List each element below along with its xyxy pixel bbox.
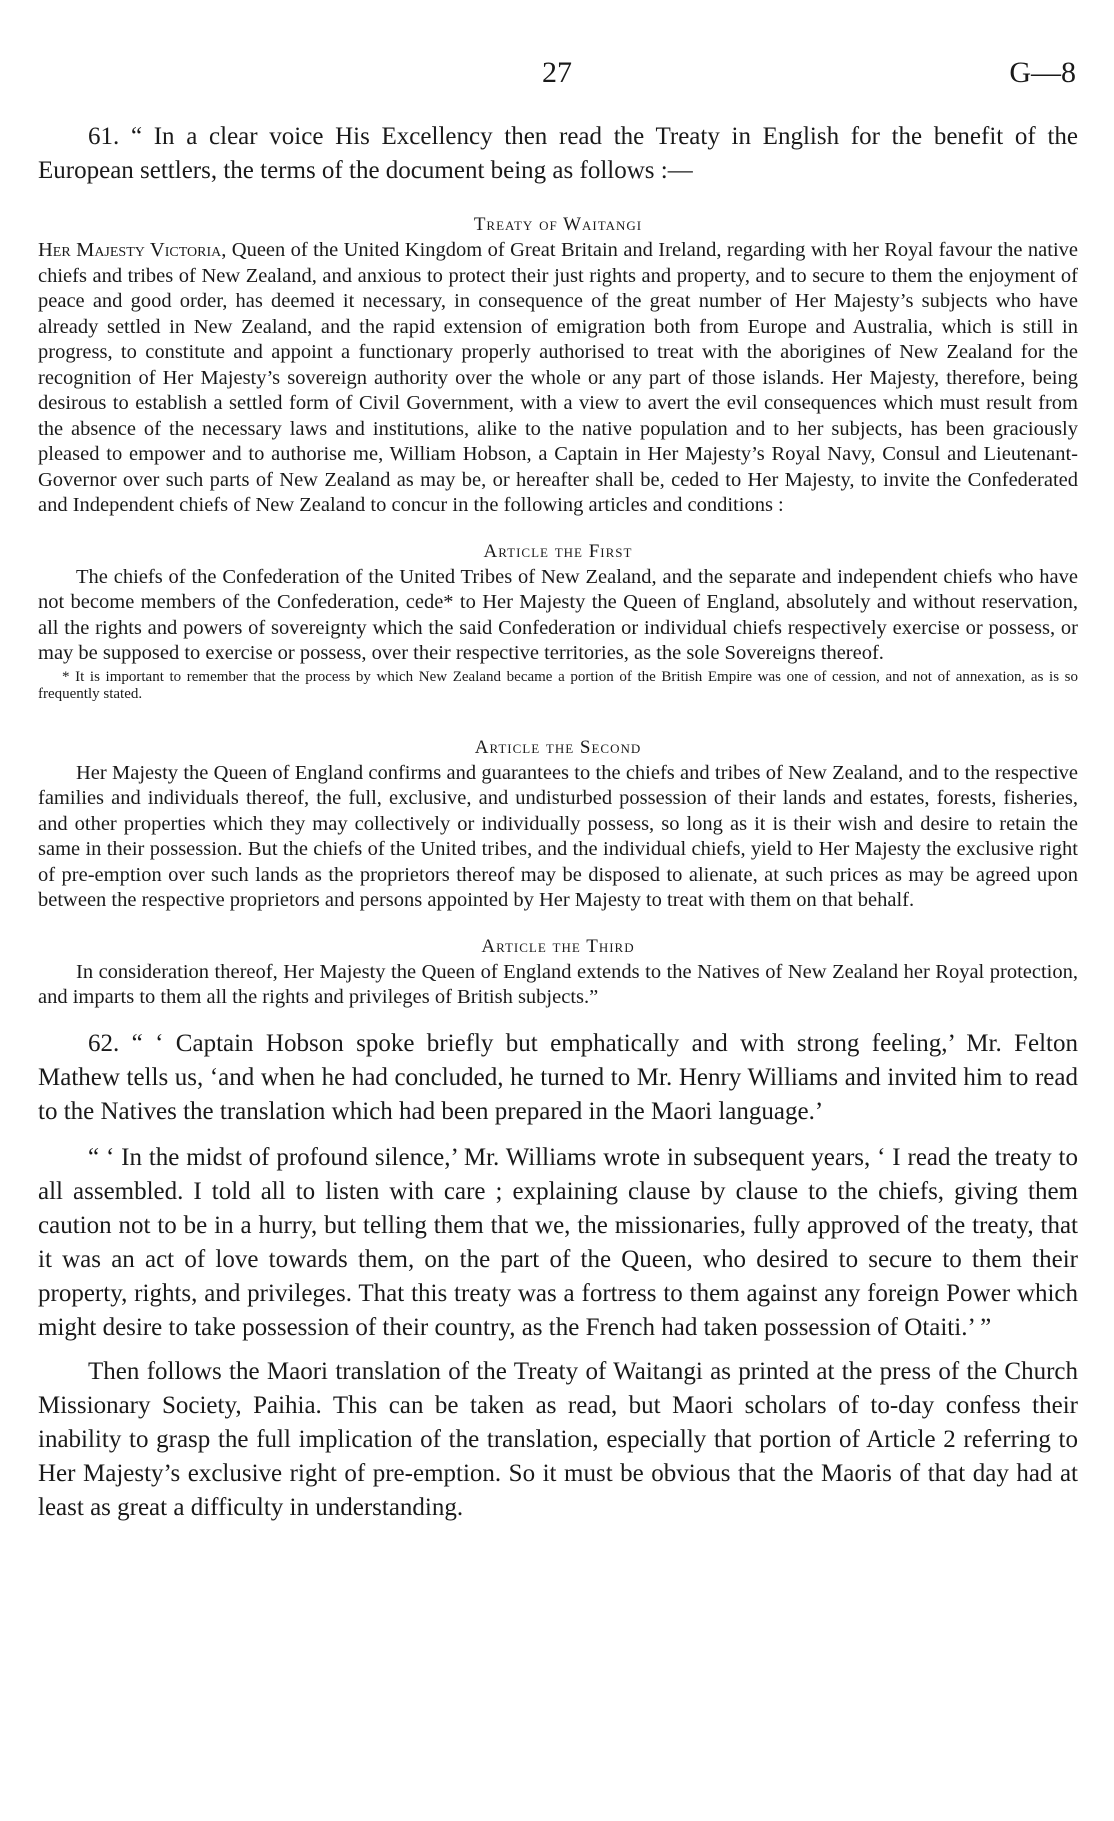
article-first-text: The chiefs of the Confederation of the United Tribes of New Zealand, and the separate and independent chiefs who have not become members of the Confederation, cede* to Her Majesty the Queen of England, absolutely and without reservation, all the rights and powers of sovereignty which the said Confederation or individual chiefs respectively exercise or possess, or may be supposed to exercise or possess, over their respective territories, as the sole Sovereigns thereof. (38, 565, 1078, 664)
paragraph-62-maori-translation: Then follows the Maori translation of the Treaty of Waitangi as printed at the press of the Church Missionary Society, Paihia. This can be taken as read, but Maori scholars of to-day confess their inability to grasp the full implication of the translation, especially that portion of Article 2 referring to Her Majesty’s exclusive right of pre-emption. So it must be obvious that the Maoris of that day had at least as great a difficulty in understanding. (38, 1357, 1078, 1521)
treaty-heading: Treaty of Waitangi (473, 214, 643, 235)
article-third-text: In consideration thereof, Her Majesty the Queen of England extends to the Natives of New Zealand her Royal protection, and imparts to them all the rights and privileges of British subjects.” (38, 960, 1078, 1008)
footnote: * It is important to remember that the process by which New Zealand became a portion of the British Empire was one of cession, and not of annexation, as is so frequently stated. (38, 668, 1078, 702)
article-third-heading: Article the Third (481, 935, 635, 957)
document-reference: G—8 (1009, 56, 1076, 89)
page-header (38, 56, 1076, 96)
preamble-text: Queen of the United Kingdom of Great Britain and Ireland, regarding with her Royal favour the native chiefs and tribes of New Zealand, and anxious to protect their just rights and property, and to secure to them the enjoyment of peace and good order, has deemed it necessary, in consequence of the great number of Her Majesty’s subjects who have already settled in New Zealand, and the rapid extension of emigration both from Europe and Australia, which is still in progress, to constitute and appoint a functionary properly authorised to treat with the aborigines of New Zealand for the recognition of Her Majesty’s sovereign authority over the whole or any part of those islands. Her Majesty, therefore, being desirous to establish a settled form of Civil Government, with a view to avert the evil consequences which must result from the absence of the necessary laws and institutions, alike to the native population and to her subjects, has been graciously pleased to empower and to authorise me, William Hobson, a Captain in Her Majesty’s Royal Navy, Consul and Lieutenant-Governor over such parts of New Zealand as may be, or hereafter shall be, ceded to Her Majesty, to invite the Confederated and Independent chiefs of New Zealand to concur in the following articles and conditions : (38, 239, 1079, 516)
preamble-lead: Her Majesty Victoria, (38, 239, 227, 261)
paragraph-61: 61. “ In a clear voice His Excellency then read the Treaty in English for the benefit of the European settlers, the terms of the document being as follows :— (38, 123, 1078, 184)
article-second-heading: Article the Second (474, 736, 642, 758)
paragraph-62-williams-quote: “ ‘ In the midst of profound silence,’ Mr. Williams wrote in subsequent years, ‘ I read the treaty to all assembled. I told all to listen with care ; explaining clause by clause to the chiefs, giving them caution not to be in a hurry, but telling them that we, the missionaries, fully approved of the treaty, that it was an act of love towards them, on the part of the Queen, who desired to secure to them their property, rights, and privileges. That this treaty was a fortress to them against any foreign Power which might desire to take possession of their country, as the French had taken possession of Otaiti.’ ” (38, 1143, 1078, 1341)
paragraph-62: 62. “ ‘ Captain Hobson spoke briefly but emphatically and with strong feeling,’ Mr. Felton Mathew tells us, ‘and when he had concluded, he turned to Mr. Henry Williams and invited him to read to the Natives the translation which had been prepared in the Maori language.’ (38, 1029, 1078, 1125)
article-second-text: Her Majesty the Queen of England confirms and guarantees to the chiefs and tribes of New Zealand, and to the respective families and individuals thereof, the full, exclusive, and undisturbed possession of their lands and estates, forests, fisheries, and other properties which they may collectively or individually possess, so long as it is their wish and desire to retain the same in their possession. But the chiefs of the United tribes, and the individual chiefs, yield to Her Majesty the exclusive right of pre-emption over such lands as the proprietors thereof may be disposed to alienate, at such prices as may be agreed upon between the respective proprietors and persons appointed by Her Majesty to treat with them on that behalf. (38, 761, 1078, 911)
page-body (38, 120, 1078, 1525)
treaty-preamble (38, 238, 1078, 519)
page-number: 27 (542, 56, 572, 89)
article-first-heading: Article the First (483, 540, 633, 562)
